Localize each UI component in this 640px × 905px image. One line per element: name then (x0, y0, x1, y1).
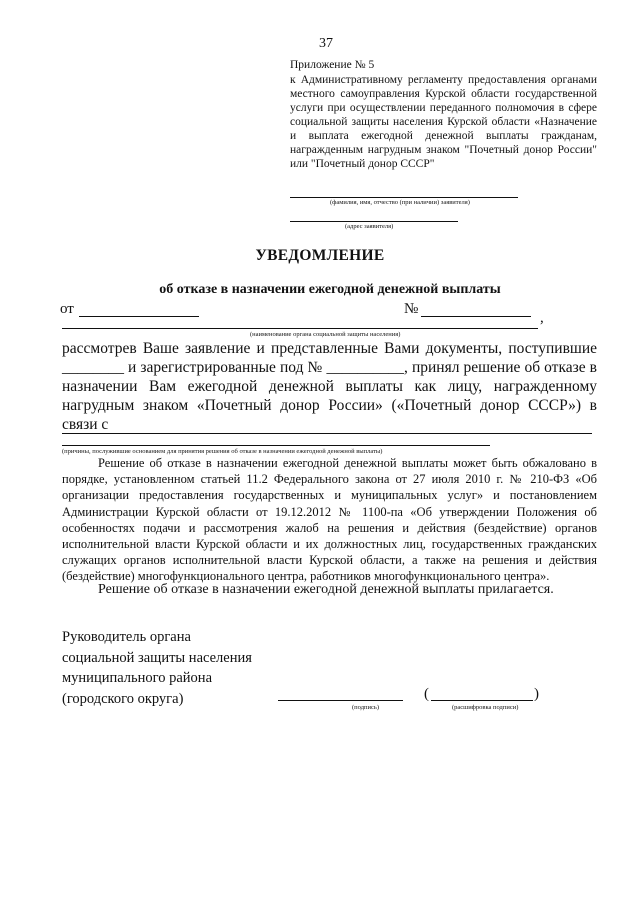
head-title-line-1: Руководитель органа (62, 629, 191, 645)
reasons-caption: (причины, послужившие основанием для принятия решения об отказе в назначении ежегодной денежной выплаты) (62, 448, 383, 455)
head-title-line-4: (городского округа) (62, 690, 184, 707)
head-title (62, 627, 252, 709)
date-field[interactable] (79, 316, 199, 317)
annex-body: к Административному регламенту предоставления органами местного самоуправления Курской области государственной услуги при осуществлении переданного полномочия в сфере социальной защиты населения Курской области «Назначение и выплата ежегодной денежной выплаты гражданам, награжденным нагрудным знаком "Почетный донор России" или "Почетный донор СССР" (290, 74, 597, 170)
organization-name-field[interactable] (62, 328, 538, 329)
applicant-name-caption: (фамилия, имя, отчество (при наличии) заявителя) (330, 199, 470, 206)
signature-decoding-field[interactable] (431, 700, 533, 701)
page-number: 37 (319, 36, 333, 51)
applicant-name-line[interactable] (290, 197, 518, 198)
decoding-caption: (расшифровка подписи) (452, 704, 519, 711)
annex-title: Приложение № 5 (290, 59, 375, 71)
paren-open: ( (424, 686, 429, 702)
paren-close: ) (534, 686, 539, 702)
applicant-address-caption: (адрес заявителя) (345, 223, 394, 230)
organization-name-caption: (наименование органа социальной защиты населения) (250, 331, 401, 338)
number-label: № (404, 301, 419, 317)
attachment-paragraph: Решение об отказе в назначении ежегодной денежной выплаты прилагается. (98, 582, 554, 597)
reason-line-1[interactable] (62, 433, 592, 434)
signature-field[interactable] (278, 700, 403, 701)
main-text: рассмотрев Ваше заявление и представленные Вами документы, поступившие ________ и зарегистрированные под № __________, принял решение об отказе в назначении Вам ежегодной денежной выплаты как лицу, награжденному нагрудным знаком «Почетный донор России» («Почетный донор СССР») в связи с (62, 340, 597, 433)
head-title-line-3: муниципального района (62, 670, 212, 686)
applicant-address-line[interactable] (290, 221, 458, 222)
notice-subtitle: об отказе в назначении ежегодной денежной выплаты (159, 282, 501, 297)
date-label: от (60, 301, 74, 317)
comma: , (540, 310, 544, 326)
number-field[interactable] (421, 316, 531, 317)
appeal-paragraph: Решение об отказе в назначении ежегодной денежной выплаты может быть обжаловано в порядке, установленном статьей 11.2 Федерального закона от 27 июля 2010 г. № 210-ФЗ «Об организации предоставления государственных и муниципальных услуг» и постановлением Администрации Курской области от 19.12.2012 № 1100-па «Об утверждении Положения об особенностях подачи и рассмотрения жалоб на решения и действия (бездействие) органов исполнительной власти Курской области и их должностных лиц, государственных гражданских служащих органов исполнительной власти Курской области, а также на решения и действия (бездействие) многофункционального центра, работников многофункционального центра». (62, 456, 597, 584)
head-title-line-2: социальной защиты населения (62, 649, 252, 666)
notice-title: УВЕДОМЛЕНИЕ (255, 247, 385, 264)
signature-caption: (подпись) (352, 704, 379, 711)
reason-line-2[interactable] (62, 445, 490, 446)
